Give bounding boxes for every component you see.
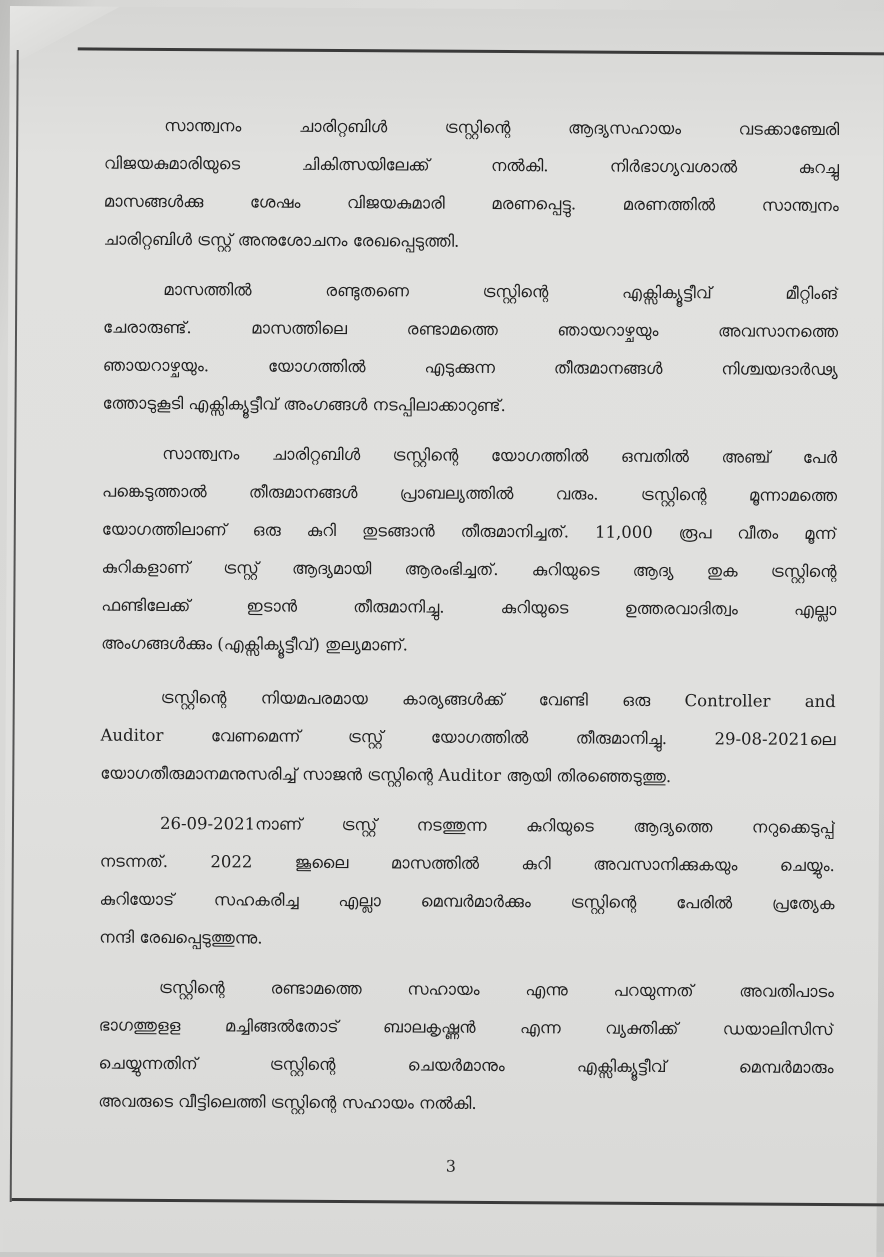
text-line: യോഗത്തിലാണ് ഒരു കുറി തുടങ്ങാൻ തീരുമാനിച്ചത്. 11,000 രൂപ വീതം മൂന്ന് [101, 519, 837, 544]
paragraph-5 [99, 805, 835, 961]
top-border-line [78, 47, 884, 55]
text-line: നടന്നത്. 2022 ജൂലൈ മാസത്തിൽ കുറി അവസാനിക്കുകയും ചെയ്യും. [99, 851, 835, 876]
text-line: കുറികളാണ് ട്രസ്റ്റ് ആദ്യമായി ആരംഭിച്ചത്. കുറിയുടെ ആദ്യ തുക ട്രസ്റ്റിന്റെ [101, 557, 837, 582]
paragraph-3 [101, 435, 837, 667]
text-line: ഞായറാഴ്ചയും. യോഗത്തിൽ എടുക്കുന്ന തീരുമാനങ്ങൾ നിശ്ചയദാർഢ്യ [102, 355, 838, 380]
text-line: സാന്ത്വനം ചാരിറ്റബിൾ ട്രസ്റ്റിന്റെ ആദ്യസഹായം വടക്കാഞ്ചേരി [164, 115, 840, 140]
paragraph-1 [103, 107, 839, 263]
text-line: ട്രസ്റ്റിന്റെ നിയമപരമായ കാര്യങ്ങൾക്ക് വേണ്ടി ഒരു Controller and [160, 687, 836, 712]
document-page [2, 6, 884, 1257]
left-border-line [10, 50, 19, 1202]
text-line: ഭാഗത്തുളള മച്ചിങ്ങൽതോട് ബാലകൃഷ്ണൻ എന്ന വ്യക്തിക്ക് ഡയാലിസിസ് [98, 1015, 834, 1040]
text-line: അവരുടെ വീട്ടിലെത്തി ട്രസ്റ്റിന്റെ സഹായം നൽകി. [98, 1091, 477, 1113]
text-line: ചേരാരുണ്ട്. മാസത്തിലെ രണ്ടാമത്തെ ഞായറാഴ്ചയും അവസാനത്തെ [102, 317, 839, 342]
text-line: സാന്ത്വനം ചാരിറ്റബിൾ ട്രസ്റ്റിന്റെ യോഗത്തിൽ ഒമ്പതിൽ അഞ്ച് പേർ [162, 443, 838, 468]
text-line: Auditor വേണമെന്ന് ട്രസ്റ്റ് യോഗത്തിൽ തീരുമാനിച്ചു. 29-08-2021ലെ [100, 725, 836, 750]
paragraph-6 [98, 969, 834, 1125]
page-number: 3 [445, 1156, 457, 1176]
text-line: അംഗങ്ങൾക്കും (എക്സിക്യൂട്ടീവ്) തുല്യമാണ്. [101, 633, 408, 655]
text-line: ചാരിറ്റബിൾ ട്രസ്റ്റ് അനുശോചനം രേഖപ്പെടുത്തി. [103, 229, 460, 251]
folded-corner [10, 6, 120, 67]
text-line: വിജയകുമാരിയുടെ ചികിത്സയിലേക്ക് നൽകി. നിർഭാഗ്യവശാൽ കുറച്ചു [103, 153, 840, 178]
text-line: മാസങ്ങൾക്കു ശേഷം വിജയകുമാരി മരണപ്പെട്ടു. മരണത്തിൽ സാന്ത്വനം [103, 191, 839, 216]
text-line: 26-09-2021നാണ് ട്രസ്റ്റ് നടത്തുന്ന കുറിയുടെ ആദ്യത്തെ നറുക്കെടുപ്പ് [159, 813, 836, 838]
text-line: ഫണ്ടിലേക്ക് ഇടാൻ തീരുമാനിച്ചു. കുറിയുടെ ഉത്തരവാദിത്വം എല്ലാ [101, 595, 837, 620]
text-line: യോഗതീരുമാനമനുസരിച്ച് സാജൻ ട്രസ്റ്റിന്റെ Auditor ആയി തിരഞ്ഞെടുത്തു. [100, 763, 672, 787]
document-body [98, 107, 839, 1125]
text-line: പങ്കെടുത്താൽ തീരുമാനങ്ങൾ പ്രാബല്യത്തിൽ വരും. ട്രസ്റ്റിന്റെ മൂന്നാമത്തെ [101, 481, 838, 506]
text-line: മാസത്തിൽ രണ്ടുതണെ ട്രസ്റ്റിന്റെ എക്സിക്യൂട്ടീവ് മീറ്റിംങ് [163, 279, 839, 304]
paragraph-2 [102, 271, 838, 427]
bottom-border-line [12, 1198, 884, 1206]
text-line: ത്തോടുകൂടി എക്സിക്യൂട്ടീവ് അംഗങ്ങൾ നടപ്പിലാക്കാറുണ്ട്. [102, 393, 506, 416]
text-line: നന്ദി രേഖപ്പെടുത്തുന്നു. [99, 927, 263, 948]
text-line: ചെയ്യുന്നതിന് ട്രസ്റ്റിന്റെ ചെയർമാനും എക്സിക്യൂട്ടീവ് മെമ്പർമാരും [98, 1053, 834, 1078]
paragraph-4 [100, 679, 836, 797]
text-line: ട്രസ്റ്റിന്റെ രണ്ടാമത്തെ സഹായം എന്നു പറയുന്നത് അവതിപാടം [158, 977, 835, 1002]
text-line: കുറിയോട് സഹകരിച്ച എല്ലാ മെമ്പർമാർക്കും ട്രസ്റ്റിന്റെ പേരിൽ പ്രത്യേക [99, 889, 835, 914]
